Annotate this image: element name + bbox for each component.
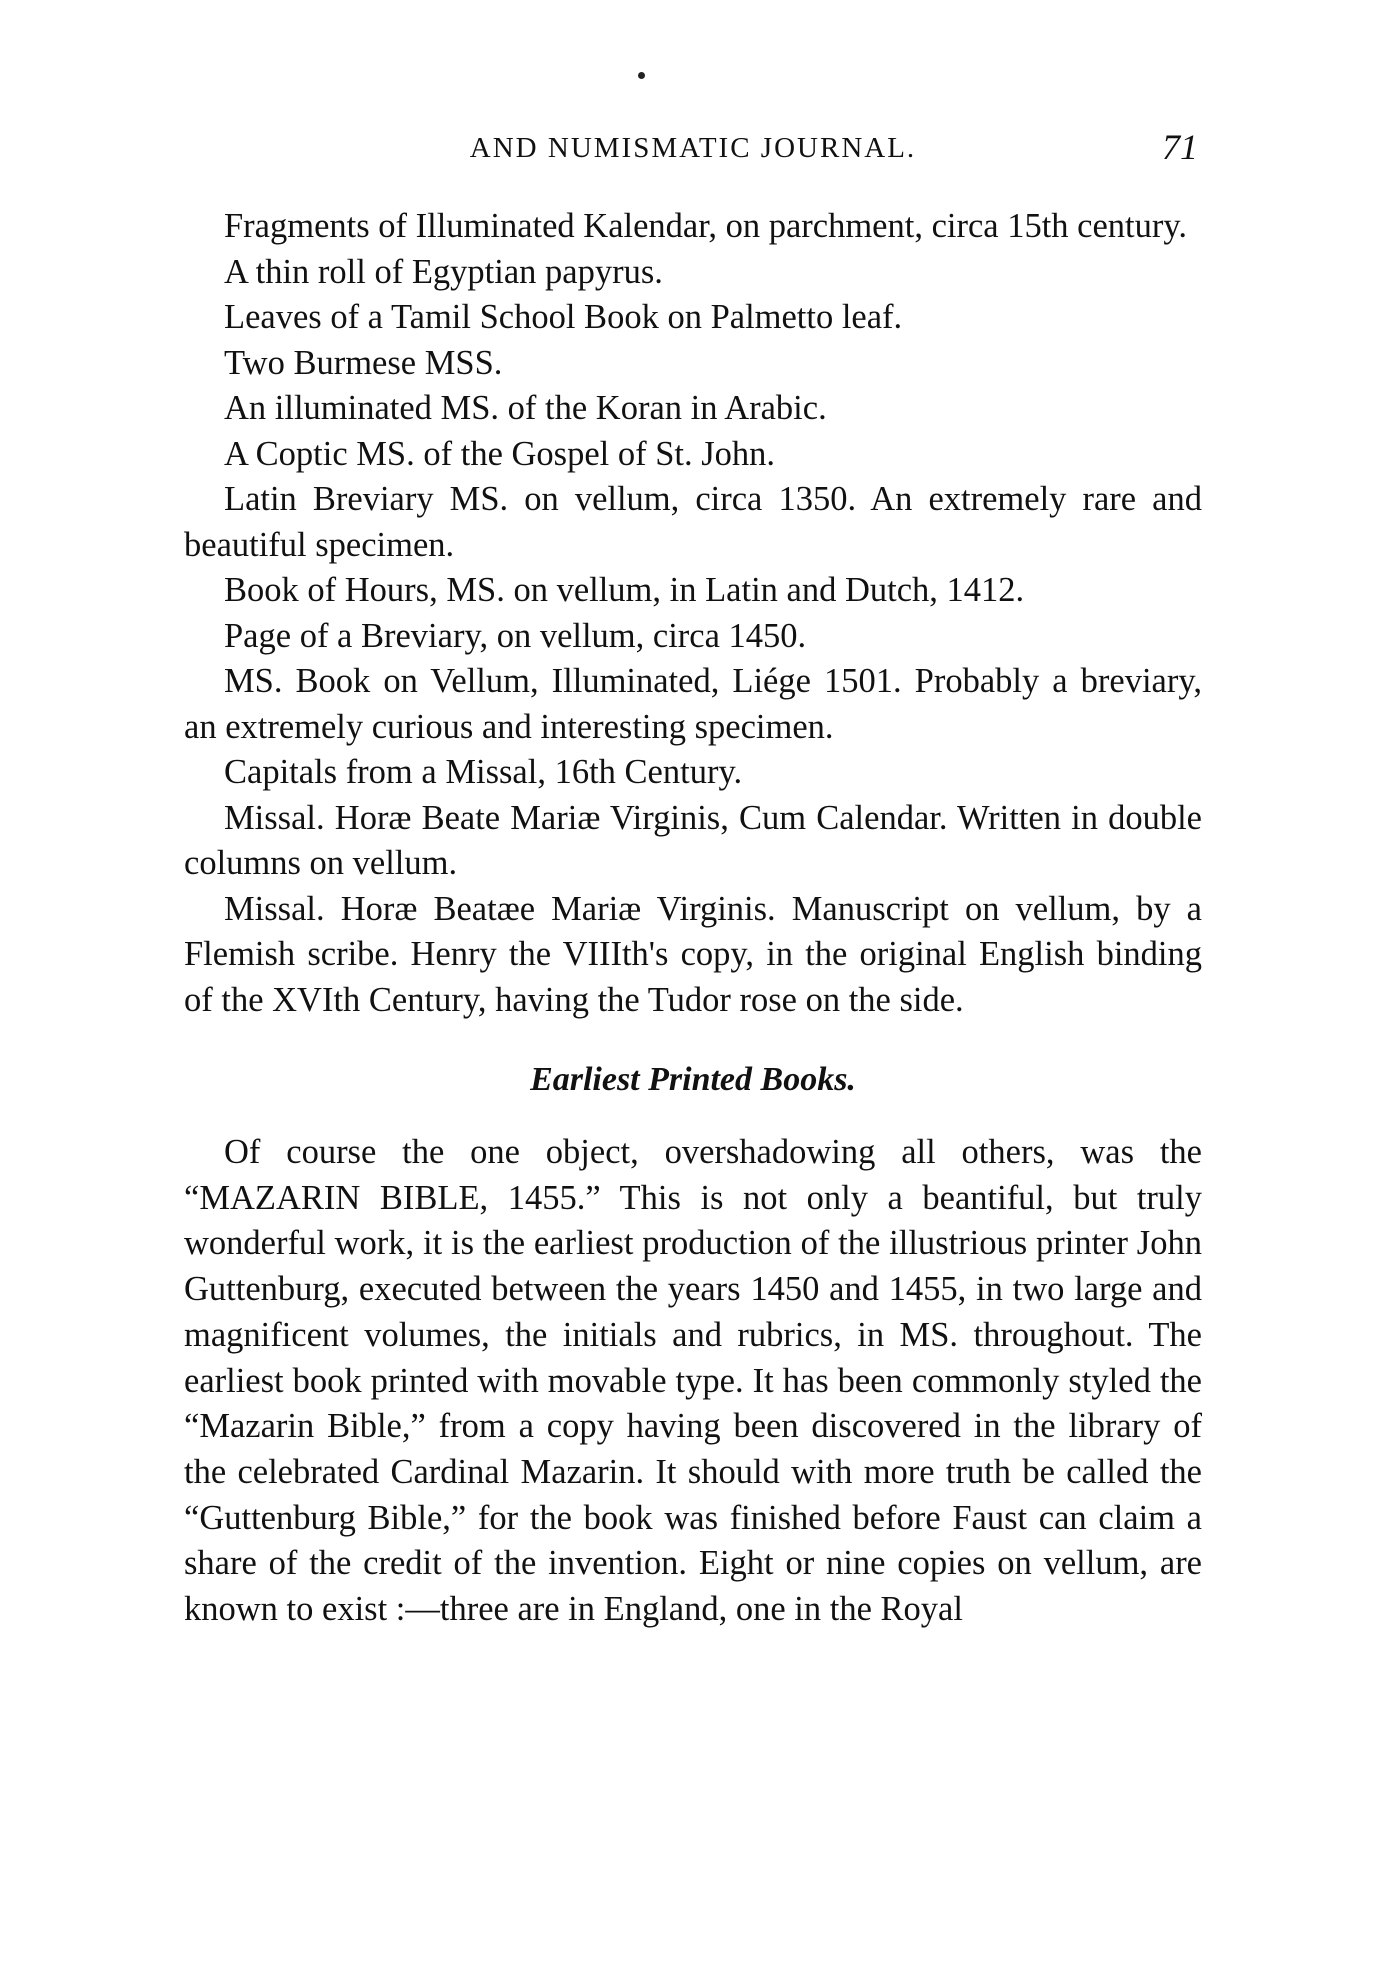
list-item: Missal. Horæ Beatæe Mariæ Virginis. Manuscript on vellum, by a Flemish scribe. Henry the VIIIth's copy, in the original English binding of the XVIth Century, having the Tudor rose on the side. xyxy=(184,889,1202,1019)
list-item: MS. Book on Vellum, Illuminated, Liége 1501. Probably a breviary, an extremely curious and interesting specimen. xyxy=(184,662,1202,746)
list-item: Book of Hours, MS. on vellum, in Latin and Dutch, 1412. xyxy=(224,571,1025,609)
list-item: Missal. Horæ Beate Mariæ Virginis, Cum Calendar. Written in double columns on vellum. xyxy=(184,798,1202,882)
list-item: Latin Breviary MS. on vellum, circa 1350. An extremely rare and beautiful specimen. xyxy=(184,480,1202,564)
section-heading: Earliest Printed Books. xyxy=(530,1061,856,1098)
manuscript-list xyxy=(184,204,1202,1023)
book-page xyxy=(184,60,1202,1633)
list-item: Page of a Breviary, on vellum, circa 1450. xyxy=(224,616,807,655)
body-paragraph: Of course the one object, overshadowing all others, was the “MAZARIN BIBLE, 1455.” This is not only a beantiful, but truly wonderful work, it is the earliest production of the illustrious printer John Guttenburg, executed between the years 1450 and 1455, in two large and magnificent volumes, the initials and rubrics, in MS. throughout. The earliest book printed with movable type. It has been commonly styled the “Mazarin Bible,” from a copy having been discovered in the library of the celebrated Cardinal Mazarin. It should with more truth be called the “Guttenburg Bible,” for the book was finished before Faust can claim a share of the credit of the invention. Eight or nine copies on vellum, are known to exist :—three are in England, one in the Royal xyxy=(184,1133,1202,1629)
list-item: Leaves of a Tamil School Book on Palmetto leaf. xyxy=(224,298,903,336)
list-item: Two Burmese MSS. xyxy=(224,343,503,382)
list-item: A Coptic MS. of the Gospel of St. John. xyxy=(224,434,776,473)
running-head xyxy=(184,122,1202,182)
list-item: An illuminated MS. of the Koran in Arabic. xyxy=(224,389,827,427)
page-number: 71 xyxy=(1162,127,1198,167)
running-title: AND NUMISMATIC JOURNAL. xyxy=(469,132,917,164)
list-item: Fragments of Illuminated Kalendar, on parchment, circa 15th century. xyxy=(224,207,1188,245)
list-item: A thin roll of Egyptian papyrus. xyxy=(224,252,663,291)
list-item: Capitals from a Missal, 16th Century. xyxy=(224,753,743,791)
